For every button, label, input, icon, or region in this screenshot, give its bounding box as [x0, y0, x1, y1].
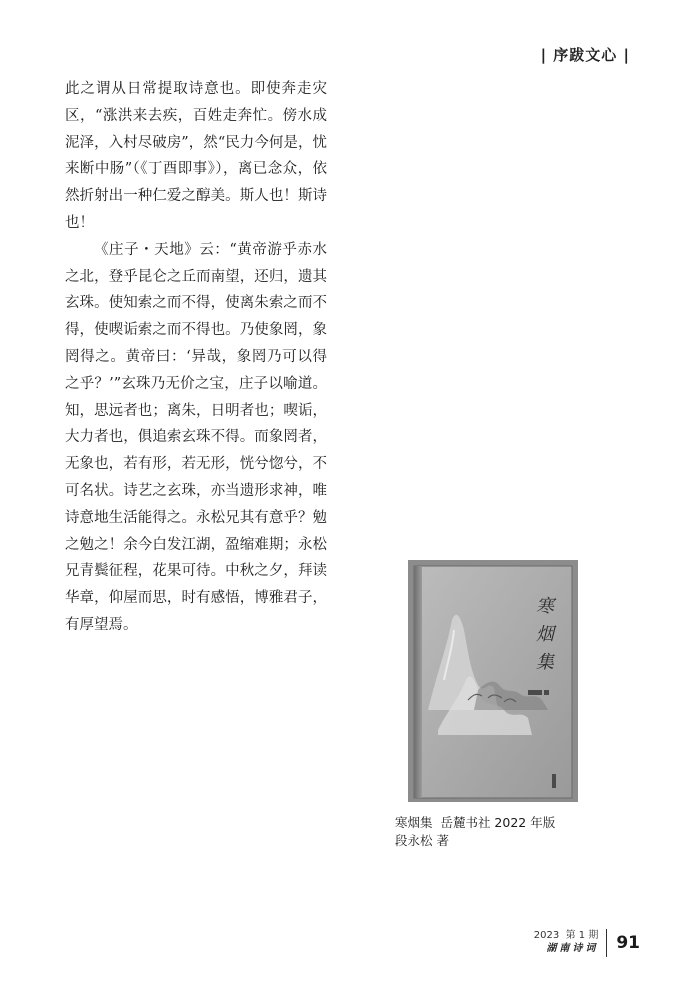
magazine-title: 湖南诗词	[546, 943, 599, 954]
paragraph-1: 此之谓从日常提取诗意也。即使奔走灾区，“涨洪来去疾，百姓走奔忙。傍水成泥泽，入村尽破房”，然“民力今何是，忧来断中肠”（《丁酉即事》），离已念众，依然折射出一种仁爱之醇美。斯人也！斯诗也！	[65, 81, 327, 231]
figure-caption	[395, 814, 555, 850]
section-label: | 序跋文心 |	[540, 46, 630, 64]
cover-title-char-1: 寒	[536, 596, 554, 617]
footer-divider	[606, 929, 607, 957]
issue-label: 2023 第 1 期	[533, 930, 599, 941]
caption-line-2: 段永松 著	[395, 833, 449, 848]
page-number: 91	[616, 933, 640, 953]
page-footer	[534, 929, 640, 957]
caption-line-1: 寒烟集 岳麓书社 2022 年版	[395, 815, 556, 830]
cover-title-char-3: 集	[536, 652, 554, 673]
article-body	[65, 76, 327, 639]
paragraph-2: 《庄子・天地》云：“黄帝游乎赤水之北，登乎昆仑之丘而南望，还归，遗其玄珠。使知索之而不得，使离朱索之而不得，使喫诟索之而不得也。乃使象罔，象罔得之。黄帝曰：‘异哉，象罔乃可以得之乎？’”玄珠乃无价之宝，庄子以喻道。知，思远者也；离朱，日明者也；喫诟，大力者也，俱追索玄珠不得。而象罔者，无象也，若有形，若无形，恍兮惚兮，不可名状。诗艺之玄珠，亦当遗形求神，唯诗意地生活能得之。永松兄其有意乎？勉之勉之！余今白发江湖，盈缩难期；永松兄青鬓征程，花果可待。中秋之夕，拜读华章，仰屋而思，时有感悟，博雅君子，有厚望焉。	[65, 241, 327, 633]
cover-title-char-2: 烟	[536, 624, 554, 645]
book-cover-photo	[408, 560, 578, 802]
